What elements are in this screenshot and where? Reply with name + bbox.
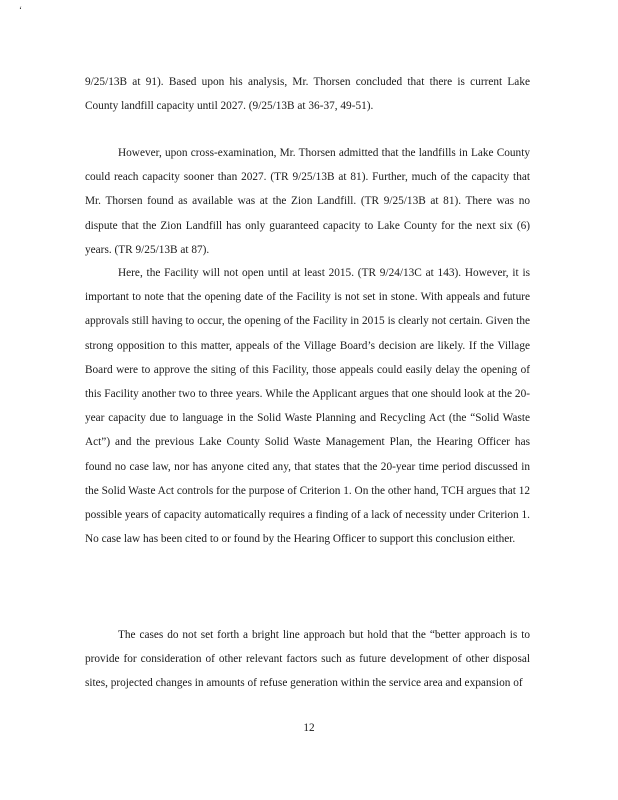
page-number: 12 bbox=[303, 722, 315, 734]
paragraph-3: Here, the Facility will not open until at least 2015. (TR 9/24/13C at 143). However, it is important to note that the opening date of the Facility is not set in stone. With appeals and future approvals still having to occur, the opening of the Facility in 2015 is clearly not certain. Given the strong opposition to this matter, appeals of the Village Board’s decision are likely. If the Village Board were to approve the siting of this Facility, those appeals could easily delay the opening of this Facility another two to three years. While the Applicant argues that one should look at the 20-year capacity due to language in the Solid Waste Planning and Recycling Act (the “Solid Waste Act”) and the previous Lake County Solid Waste Management Plan, the Hearing Officer has found no case law, nor has anyone cited any, that states that the 20-year time period discussed in the Solid Waste Act controls for the purpose of Criterion 1. On the other hand, TCH argues that 12 possible years of capacity automatically requires a finding of a lack of necessity under Criterion 1. No case law has been cited to or found by the Hearing Officer to support this conclusion either. bbox=[85, 267, 530, 546]
paragraph-1: 9/25/13B at 91). Based upon his analysis, Mr. Thorsen concluded that there is current Lake County landfill capacity until 2027. (9/25/13B at 36-37, 49-51). bbox=[85, 76, 530, 113]
paragraph-4: The cases do not set forth a bright line approach but hold that the “better approach is to provide for consideration of other relevant factors such as future development of other disposal sites, projected changes in amounts of refuse generation within the service area and expansion of bbox=[85, 629, 530, 690]
scan-mark: ʻ bbox=[19, 5, 22, 15]
paragraph-2: However, upon cross-examination, Mr. Thorsen admitted that the landfills in Lake County could reach capacity sooner than 2027. (TR 9/25/13B at 81). Further, much of the capacity that Mr. Thorsen found as available was at the Zion Landfill. (TR 9/25/13B at 81). There was no dispute that the Zion Landfill has only guaranteed capacity to Lake County for the next six (6) years. (TR 9/25/13B at 87). bbox=[85, 147, 530, 256]
